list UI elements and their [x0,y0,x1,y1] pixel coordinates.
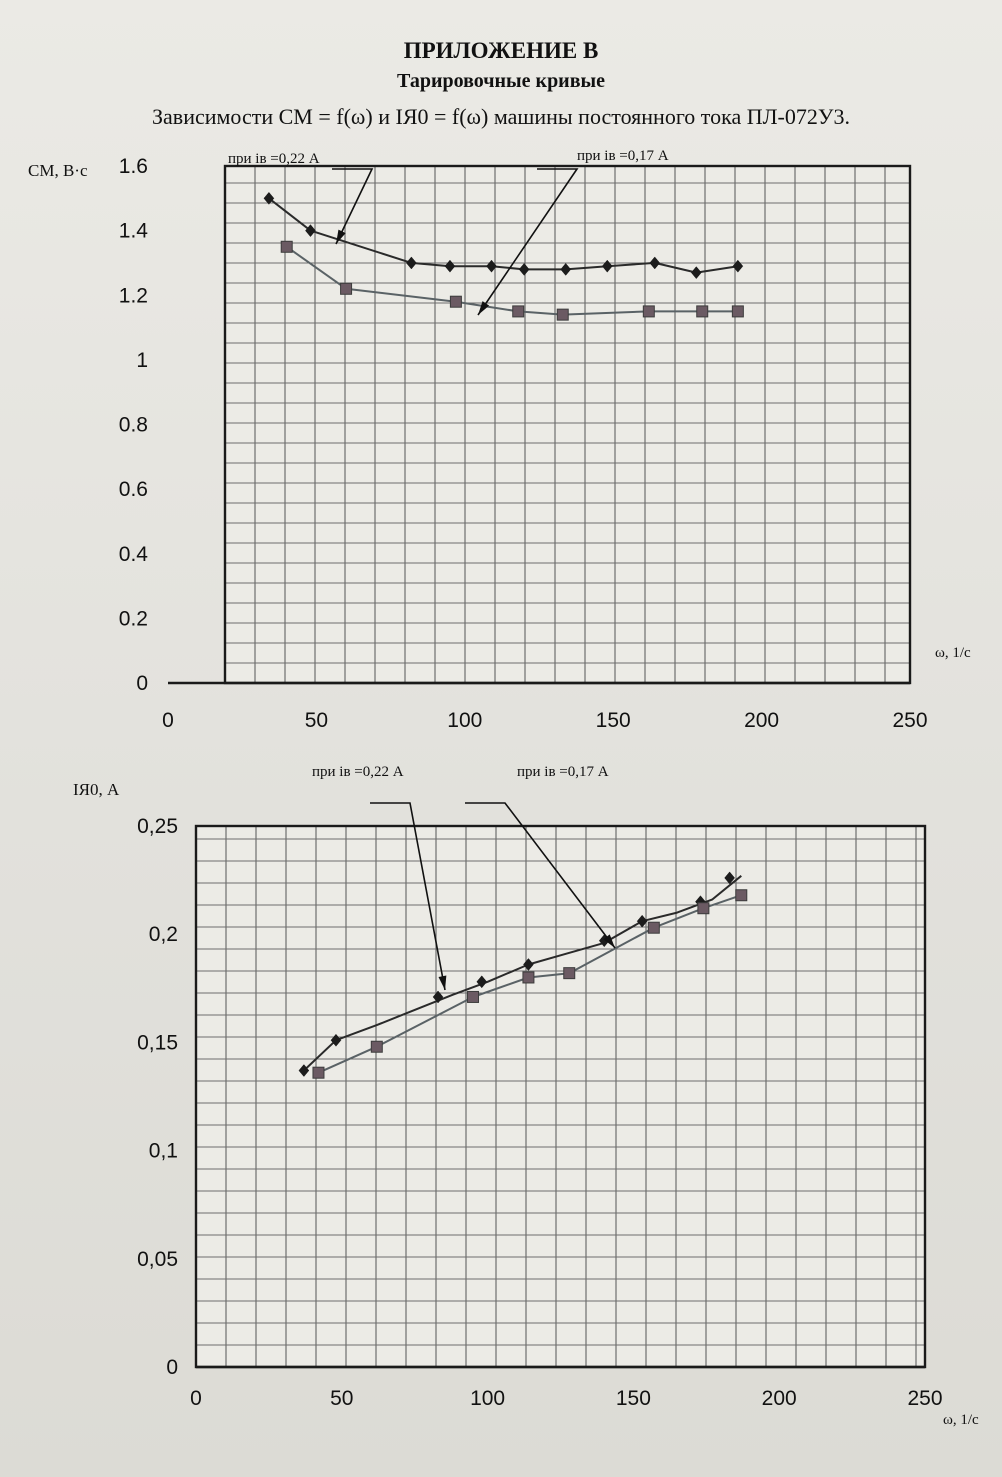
annotation-label: при iв =0,22 А [228,151,320,167]
data-point-square [281,241,292,252]
x-tick-label: 150 [595,709,631,732]
data-point-square [564,968,575,979]
data-point-square [371,1041,382,1052]
x-tick-label: 200 [744,709,780,732]
data-point-square [732,306,743,317]
y-axis-label: CM, В·с [28,161,88,180]
y-tick-label: 0.6 [118,478,148,502]
plot-area [225,166,910,683]
x-tick-label: 250 [907,1387,943,1410]
x-tick-label: 100 [470,1387,506,1410]
chart-2 [73,764,979,1428]
data-point-square [736,890,747,901]
x-tick-label: 100 [447,709,483,732]
y-tick-label: 0 [166,1356,178,1379]
y-axis-label: IЯ0, А [73,780,120,799]
data-point-square [523,972,534,983]
y-tick-label: 1.6 [118,155,148,178]
y-tick-label: 0 [136,672,148,695]
y-tick-label: 1 [136,348,148,372]
y-tick-label: 0,15 [137,1031,178,1055]
annotation-label: при iв =0,17 А [517,764,609,780]
y-tick-label: 0,1 [148,1139,178,1163]
data-point-square [341,283,352,294]
y-tick-label: 0.2 [118,607,148,631]
x-tick-label: 50 [330,1387,354,1410]
annotation-label: при iв =0,22 А [312,764,404,780]
plot-area [196,826,925,1367]
y-tick-label: 0,05 [137,1247,178,1271]
data-point-square [513,306,524,317]
x-tick-label: 50 [304,709,329,732]
y-tick-label: 1.2 [118,284,148,308]
page-title: ПРИЛОЖЕНИЕ В [403,38,599,63]
y-tick-label: 0.8 [118,413,148,437]
x-axis-label: ω, 1/с [935,645,971,661]
y-tick-label: 0,2 [148,923,178,947]
x-tick-label: 0 [162,709,174,732]
data-point-square [643,306,654,317]
y-tick-label: 0.4 [118,542,148,566]
x-tick-label: 250 [892,709,928,732]
figure-caption: Зависимости CM = f(ω) и IЯ0 = f(ω) машины постоянного тока ПЛ-072У3. [152,104,850,129]
x-tick-label: 200 [761,1387,797,1410]
page-subtitle: Тарировочные кривые [396,70,606,92]
y-tick-label: 1.4 [118,219,148,243]
annotation-label: при iв =0,17 А [577,148,669,164]
data-point-square [450,296,461,307]
data-point-square [313,1067,324,1078]
data-point-square [698,903,709,914]
data-point-square [468,991,479,1002]
x-tick-label: 150 [615,1387,651,1410]
data-point-square [697,306,708,317]
y-tick-label: 0,25 [137,815,178,838]
data-point-square [557,309,568,320]
x-axis-label: ω, 1/с [943,1412,979,1428]
chart-1 [28,148,971,732]
data-point-square [648,922,659,933]
x-tick-label: 0 [190,1387,202,1410]
